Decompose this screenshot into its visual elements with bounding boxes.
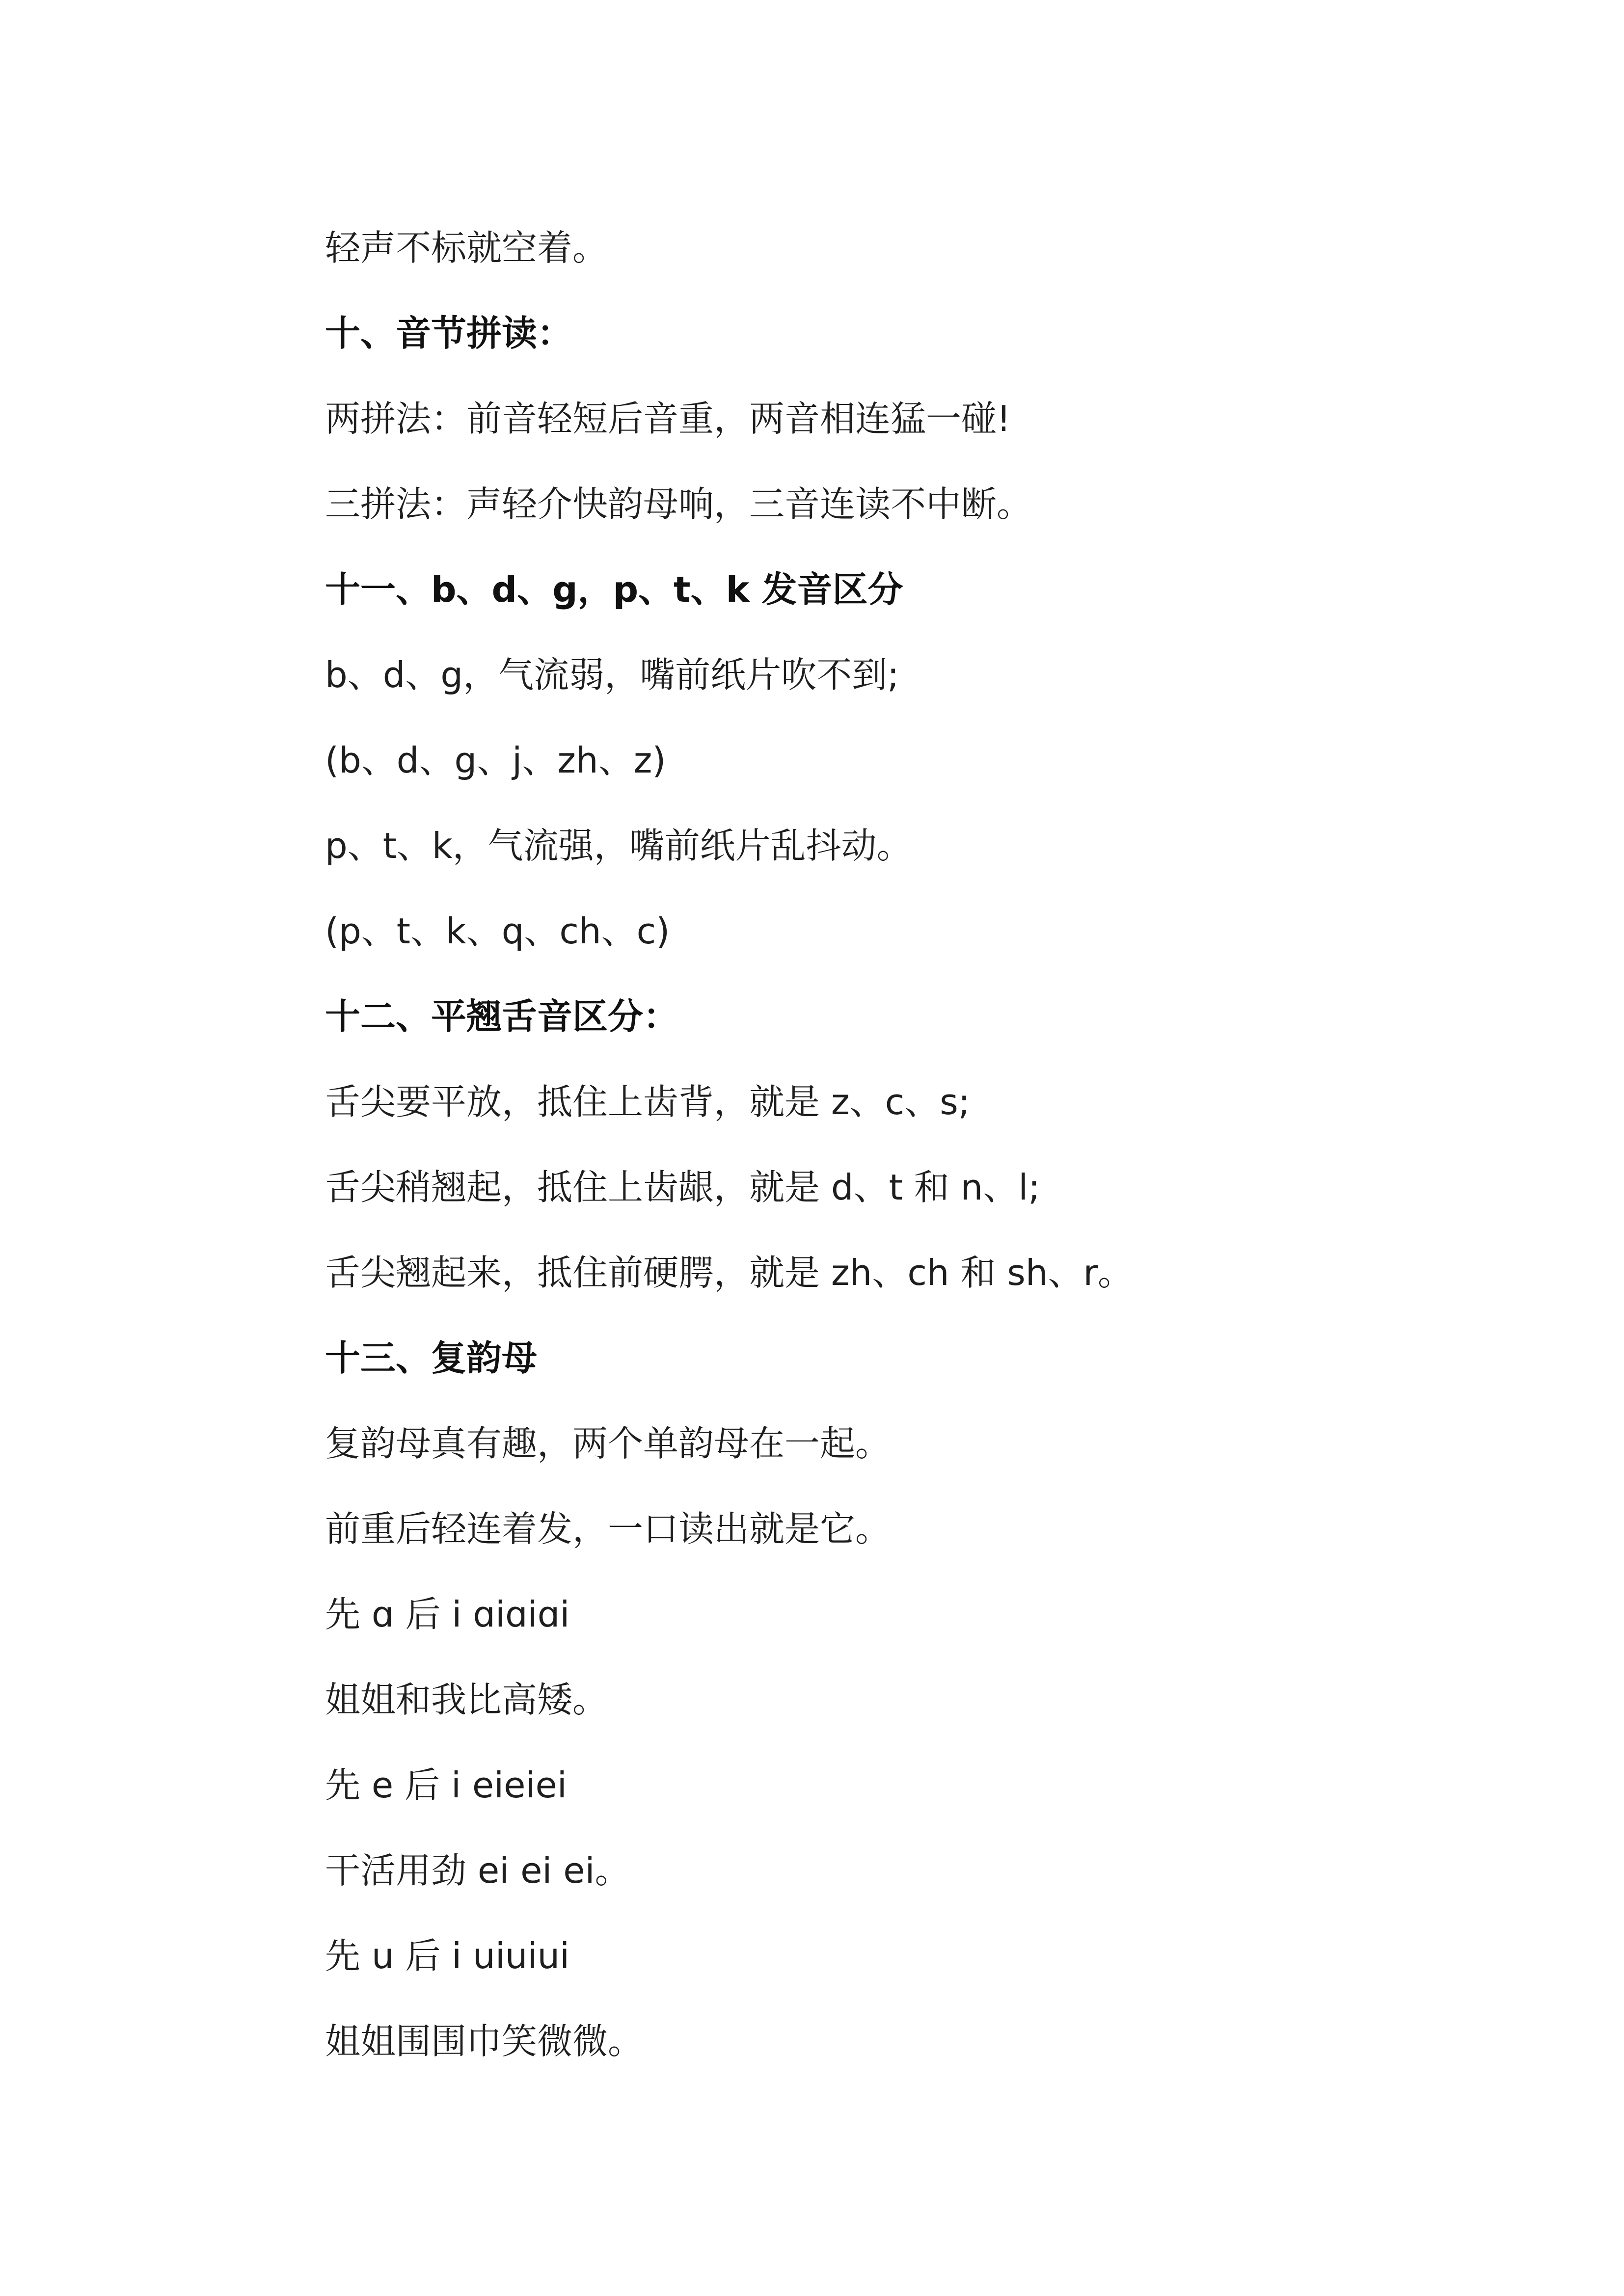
- text-line-ui: 先 u 后 i uiuiui: [325, 1935, 570, 1976]
- section-heading-12: 十二、平翘舌音区分：: [325, 996, 679, 1037]
- text-line-ai: 先 ɑ 后 i ɑiɑiɑi: [325, 1594, 570, 1635]
- text-line-ui-example: 姐姐围围巾笑微微。: [325, 2021, 644, 2062]
- text-line-pronunciation-rule: 前重后轻连着发，一口读出就是它。: [325, 1508, 891, 1549]
- text-line-ai-example: 姐姐和我比高矮。: [325, 1679, 608, 1720]
- text-line-ei: 先 e 后 i eieiei: [325, 1764, 567, 1806]
- text-line-retroflex: 舌尖翘起来，抵住前硬腭，就是 zh、ch 和 sh、r。: [325, 1252, 1134, 1293]
- text-line-compound-finals: 复韵母真有趣，两个单韵母在一起。: [325, 1423, 891, 1464]
- text-line-ptk: p、t、k，气流强，嘴前纸片乱抖动。: [325, 825, 912, 866]
- text-line-qingsheng: 轻声不标就空着。: [325, 227, 608, 268]
- text-line-flat-tongue: 舌尖要平放，抵住上齿背，就是 z、c、s;: [325, 1081, 971, 1122]
- text-line-slight-curl: 舌尖稍翘起，抵住上齿龈，就是 d、t 和 n、l;: [325, 1167, 1040, 1208]
- text-line-two-spelling: 两拼法：前音轻短后音重，两音相连猛一碰!: [325, 398, 1011, 439]
- section-heading-11: 十一、b、d、g，p、t、k 发音区分: [325, 569, 903, 610]
- text-line-three-spelling: 三拼法：声轻介快韵母响，三音连读不中断。: [325, 483, 1032, 525]
- section-heading-10: 十、音节拼读：: [325, 313, 573, 354]
- text-line-bdg-examples: (b、d、g、j、zh、z): [325, 740, 666, 781]
- text-line-bdg: b、d、g，气流弱，嘴前纸片吹不到;: [325, 654, 899, 695]
- section-heading-13: 十三、复韵母: [325, 1337, 538, 1379]
- document-content: [325, 205, 1405, 2084]
- text-line-ptk-examples: (p、t、k、q、ch、c): [325, 910, 670, 952]
- text-line-ei-example: 干活用劲 ei ei ei。: [325, 1850, 630, 1891]
